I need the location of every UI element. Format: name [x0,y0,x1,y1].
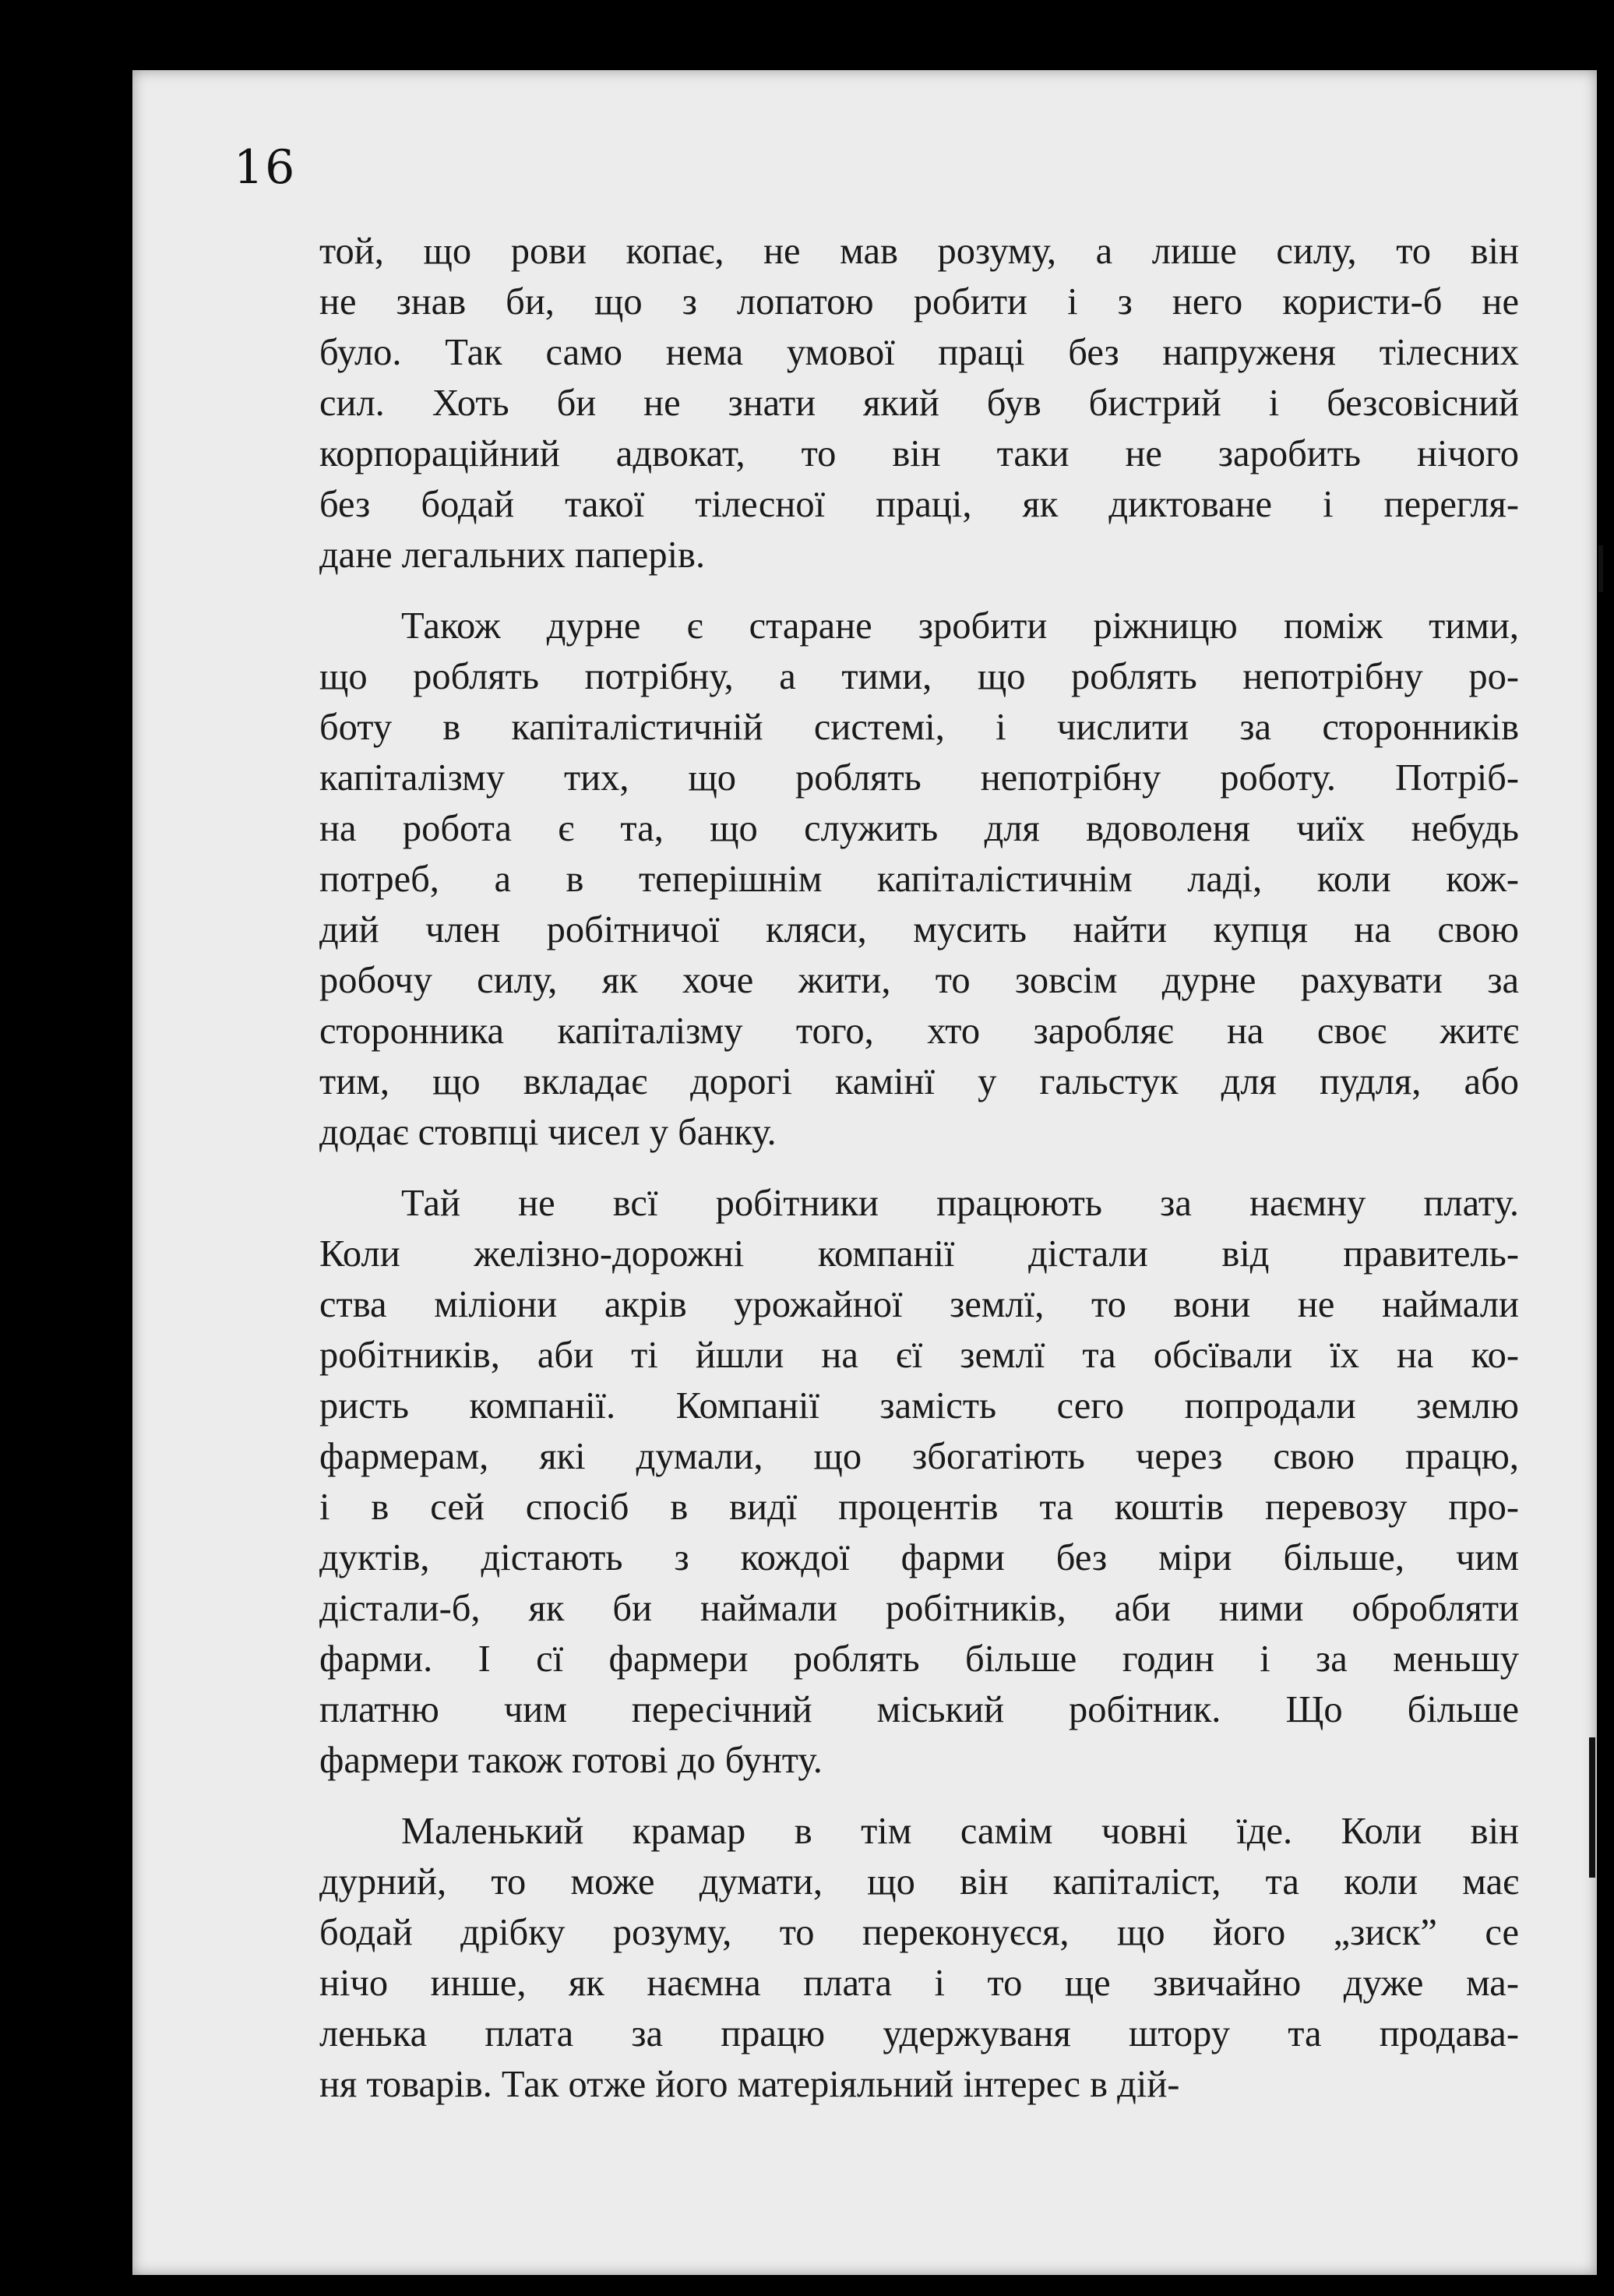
text-line: корпораційний адвокат, то він таки не заробить нічого [319,433,1519,474]
text-line: робітників, аби ті йшли на єї землї та обсївали їх на ко- [319,1335,1519,1376]
text-line: сил. Хоть би не знати який був бистрий і безсовісний [319,383,1519,424]
text-line: потреб, а в теперішнім капіталістичнім ладі, коли кож- [319,859,1519,900]
body-text [319,226,1519,2110]
text-line: ленька плата за працю удержуваня штору та продава- [319,2013,1519,2054]
text-line: той, що рови копає, не мав розуму, а лише силу, то він [319,231,1519,272]
text-line: дурний, то може думати, що він капіталіст, та коли має [319,1861,1519,1903]
scan-artifact-mark [1589,1737,1595,1878]
text-line: Тай не всї робітники працюють за наємну плату. [401,1183,1519,1224]
text-line: без бодай такої тілесної праці, як диктоване і перегля- [319,484,1519,525]
text-line: сторонника капіталізму того, хто заробляє на своє житє [319,1010,1519,1052]
text-line: робочу силу, як хоче жити, то зовсім дурне рахувати за [319,960,1519,1001]
text-line: дістали-б, як би наймали робітників, аби ними обробляти [319,1588,1519,1629]
text-line: нічо инше, як наємна плата і то ще звичайно дуже ма- [319,1963,1519,2004]
text-line: Коли желізно-дорожні компанії дістали від правитель- [319,1233,1519,1275]
text-line: фармери також готові до бунту. [319,1740,823,1781]
text-line: на робота є та, що служить для вдоволеня чиїх небудь [319,808,1519,849]
paragraph [319,1806,1519,2110]
text-line: ня товарів. Так отже його матеріяльний інтерес в дій- [319,2064,1180,2105]
text-line: фармерам, які думали, що збогатіють через свою працю, [319,1436,1519,1477]
text-line: тим, що вкладає дорогі камінї у гальстук для пудля, або [319,1061,1519,1102]
text-line: дуктів, дістають з кождої фарми без міри більше, чим [319,1537,1519,1578]
text-line: платню чим пересічний міський робітник. Що більше [319,1689,1519,1730]
paragraph [319,1178,1519,1786]
text-line: і в сей спосіб в видї процентів та коштів перевозу про- [319,1487,1519,1528]
paragraph [319,601,1519,1158]
text-line: фарми. І сї фармери роблять більше годин і за меньшу [319,1638,1519,1680]
text-line: ства міліони акрів урожайної землї, то вони не наймали [319,1284,1519,1325]
text-line: додає стовпці чисел у банку. [319,1112,777,1153]
paragraph-gap [319,1786,1519,1806]
text-line: капіталізму тих, що роблять непотрібну роботу. Потріб- [319,757,1519,799]
paragraph [319,226,1519,580]
scan-artifact-mark [1598,545,1603,592]
paragraph-gap [319,1158,1519,1178]
text-line: не знав би, що з лопатою робити і з него користи-б не [319,281,1519,323]
text-line: Також дурне є старане зробити ріжницю поміж тими, [401,605,1519,647]
text-line: боту в капіталістичній системі, і числити за сторонників [319,707,1519,748]
text-line: дий член робітничої кляси, мусить найти купця на свою [319,909,1519,950]
paragraph-gap [319,580,1519,601]
text-line: ристь компанії. Компанії замість сего попродали землю [319,1385,1519,1427]
text-line: Маленький крамар в тім самім човні їде. Коли він [401,1811,1519,1852]
text-line: що роблять потрібну, а тими, що роблять непотрібну ро- [319,656,1519,697]
text-line: дане легальних паперів. [319,534,706,576]
page-number: 16 [234,140,297,195]
text-line: було. Так само нема умової праці без напруженя тілесних [319,332,1519,373]
text-line: бодай дрібку розуму, то переконуєся, що його „зиск” се [319,1912,1519,1953]
